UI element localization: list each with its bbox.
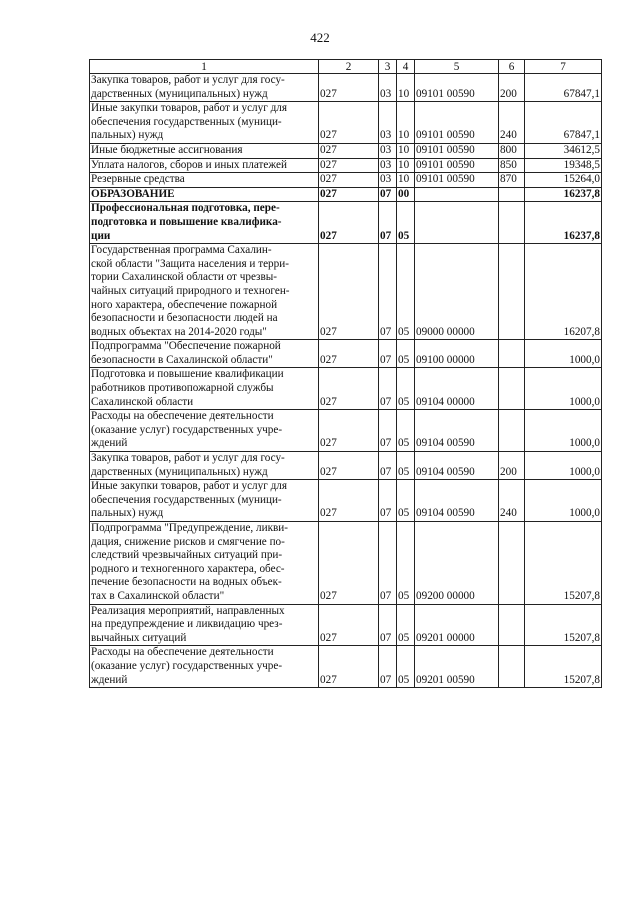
row-kind-cell [499,604,525,646]
row-subsection-cell: 10 [397,143,415,158]
row-subsection-cell: 05 [397,244,415,340]
row-kind-cell [499,410,525,452]
row-section-cell: 07 [379,340,397,368]
row-kind-cell: 800 [499,143,525,158]
row-subsection-cell: 05 [397,340,415,368]
row-kind-cell: 240 [499,480,525,522]
page-number: 422 [310,30,330,45]
row-admin-cell: 027 [319,522,379,605]
row-subsection-cell: 05 [397,368,415,410]
row-amount-cell: 67847,1 [525,74,602,102]
row-subsection-cell: 05 [397,410,415,452]
row-subsection-cell: 10 [397,173,415,188]
row-kind-cell [499,646,525,688]
row-amount-cell: 15207,8 [525,646,602,688]
row-target-cell: 09200 00000 [415,522,499,605]
header-row [90,60,602,74]
col-header-subsection: 4 [397,60,415,74]
row-kind-cell: 200 [499,74,525,102]
table-body [90,74,602,688]
row-target-cell: 09104 00590 [415,410,499,452]
table-row [90,187,602,202]
row-admin-cell: 027 [319,368,379,410]
row-subsection-cell: 10 [397,102,415,144]
row-subsection-cell: 05 [397,646,415,688]
row-admin-cell: 027 [319,340,379,368]
row-name-cell: Закупка товаров, работ и услуг для госу- дарственных (муниципальных) нужд [90,452,319,480]
col-header-name: 1 [90,60,319,74]
row-name-cell: Закупка товаров, работ и услуг для госу- дарственных (муниципальных) нужд [90,74,319,102]
row-admin-cell: 027 [319,410,379,452]
row-section-cell: 07 [379,452,397,480]
row-name-cell: Подготовка и повышение квалификации работников противопожарной службы Сахалинской области [90,368,319,410]
row-target-cell: 09101 00590 [415,143,499,158]
row-admin-cell: 027 [319,187,379,202]
row-admin-cell: 027 [319,452,379,480]
row-name-cell: Подпрограмма "Предупреждение, ликви- дация, снижение рисков и смягчение по- следствий чрезвычайных ситуаций при- родного и техногенного характера, обес- печение безопасности на водных объек- тах в Сахалинской области" [90,522,319,605]
row-section-cell: 03 [379,102,397,144]
row-section-cell: 03 [379,143,397,158]
row-amount-cell: 16207,8 [525,244,602,340]
col-header-section: 3 [379,60,397,74]
row-amount-cell: 1000,0 [525,340,602,368]
table-row [90,522,602,605]
row-subsection-cell: 10 [397,74,415,102]
row-kind-cell [499,244,525,340]
table-row [90,410,602,452]
row-section-cell: 07 [379,604,397,646]
row-kind-cell [499,187,525,202]
row-section-cell: 07 [379,187,397,202]
row-target-cell: 09101 00590 [415,102,499,144]
row-section-cell: 07 [379,480,397,522]
row-name-cell: Иные закупки товаров, работ и услуг для обеспечения государственных (муници- пальных) нужд [90,480,319,522]
row-subsection-cell: 05 [397,522,415,605]
col-header-kind: 6 [499,60,525,74]
row-kind-cell [499,368,525,410]
row-name-cell: Расходы на обеспечение деятельности (оказание услуг) государственных учре- ждений [90,646,319,688]
table-row [90,74,602,102]
table-row [90,158,602,173]
row-section-cell: 03 [379,74,397,102]
row-kind-cell [499,522,525,605]
table-row [90,143,602,158]
row-name-cell: ОБРАЗОВАНИЕ [90,187,319,202]
row-name-cell: Резервные средства [90,173,319,188]
row-admin-cell: 027 [319,74,379,102]
table-row [90,102,602,144]
row-target-cell: 09100 00000 [415,340,499,368]
row-kind-cell: 870 [499,173,525,188]
row-section-cell: 07 [379,202,397,244]
table-row [90,340,602,368]
row-kind-cell: 850 [499,158,525,173]
row-admin-cell: 027 [319,480,379,522]
row-subsection-cell: 00 [397,187,415,202]
col-header-admin: 2 [319,60,379,74]
row-target-cell: 09104 00590 [415,480,499,522]
row-name-cell: Расходы на обеспечение деятельности (оказание услуг) государственных учре- ждений [90,410,319,452]
row-kind-cell: 240 [499,102,525,144]
row-admin-cell: 027 [319,244,379,340]
row-admin-cell: 027 [319,604,379,646]
row-subsection-cell: 05 [397,480,415,522]
row-amount-cell: 1000,0 [525,410,602,452]
row-amount-cell: 34612,5 [525,143,602,158]
row-kind-cell [499,340,525,368]
row-section-cell: 07 [379,368,397,410]
row-section-cell: 07 [379,646,397,688]
row-admin-cell: 027 [319,158,379,173]
table-row [90,604,602,646]
row-admin-cell: 027 [319,646,379,688]
col-header-amount: 7 [525,60,602,74]
row-subsection-cell: 05 [397,452,415,480]
row-subsection-cell: 05 [397,604,415,646]
row-amount-cell: 19348,5 [525,158,602,173]
row-name-cell: Профессиональная подготовка, пере- подготовка и повышение квалифика- ции [90,202,319,244]
row-kind-cell [499,202,525,244]
row-section-cell: 07 [379,410,397,452]
budget-table [89,59,602,688]
row-target-cell: 09000 00000 [415,244,499,340]
row-amount-cell: 16237,8 [525,187,602,202]
row-amount-cell: 15264,0 [525,173,602,188]
row-name-cell: Государственная программа Сахалин- ской области "Защита населения и терри- тории Сахалинской области от чрезвы- чайных ситуаций природного и техноген- ного характера, обеспечение пожарной безопасности и безопасности людей на водных объектах на 2014-2020 годы" [90,244,319,340]
row-subsection-cell: 10 [397,158,415,173]
table-row [90,646,602,688]
row-amount-cell: 1000,0 [525,480,602,522]
row-subsection-cell: 05 [397,202,415,244]
table-row [90,244,602,340]
row-target-cell: 09104 00590 [415,452,499,480]
row-target-cell: 09101 00590 [415,158,499,173]
row-section-cell: 03 [379,173,397,188]
row-admin-cell: 027 [319,202,379,244]
row-admin-cell: 027 [319,143,379,158]
row-amount-cell: 1000,0 [525,452,602,480]
table-row [90,452,602,480]
row-target-cell: 09101 00590 [415,74,499,102]
row-kind-cell: 200 [499,452,525,480]
row-name-cell: Подпрограмма "Обеспечение пожарной безопасности в Сахалинской области" [90,340,319,368]
row-name-cell: Иные закупки товаров, работ и услуг для обеспечения государственных (муници- пальных) нужд [90,102,319,144]
row-name-cell: Уплата налогов, сборов и иных платежей [90,158,319,173]
col-header-target: 5 [415,60,499,74]
row-admin-cell: 027 [319,102,379,144]
row-amount-cell: 67847,1 [525,102,602,144]
row-name-cell: Иные бюджетные ассигнования [90,143,319,158]
row-amount-cell: 16237,8 [525,202,602,244]
table-row [90,173,602,188]
row-target-cell: 09201 00590 [415,646,499,688]
row-target-cell: 09104 00000 [415,368,499,410]
table-row [90,480,602,522]
row-section-cell: 07 [379,244,397,340]
row-target-cell: 09101 00590 [415,173,499,188]
row-target-cell [415,187,499,202]
table-row [90,202,602,244]
row-name-cell: Реализация мероприятий, направленных на предупреждение и ликвидацию чрез- вычайных ситуаций [90,604,319,646]
table-row [90,368,602,410]
row-amount-cell: 15207,8 [525,522,602,605]
row-amount-cell: 15207,8 [525,604,602,646]
row-section-cell: 07 [379,522,397,605]
row-section-cell: 03 [379,158,397,173]
row-admin-cell: 027 [319,173,379,188]
row-amount-cell: 1000,0 [525,368,602,410]
row-target-cell: 09201 00000 [415,604,499,646]
row-target-cell [415,202,499,244]
